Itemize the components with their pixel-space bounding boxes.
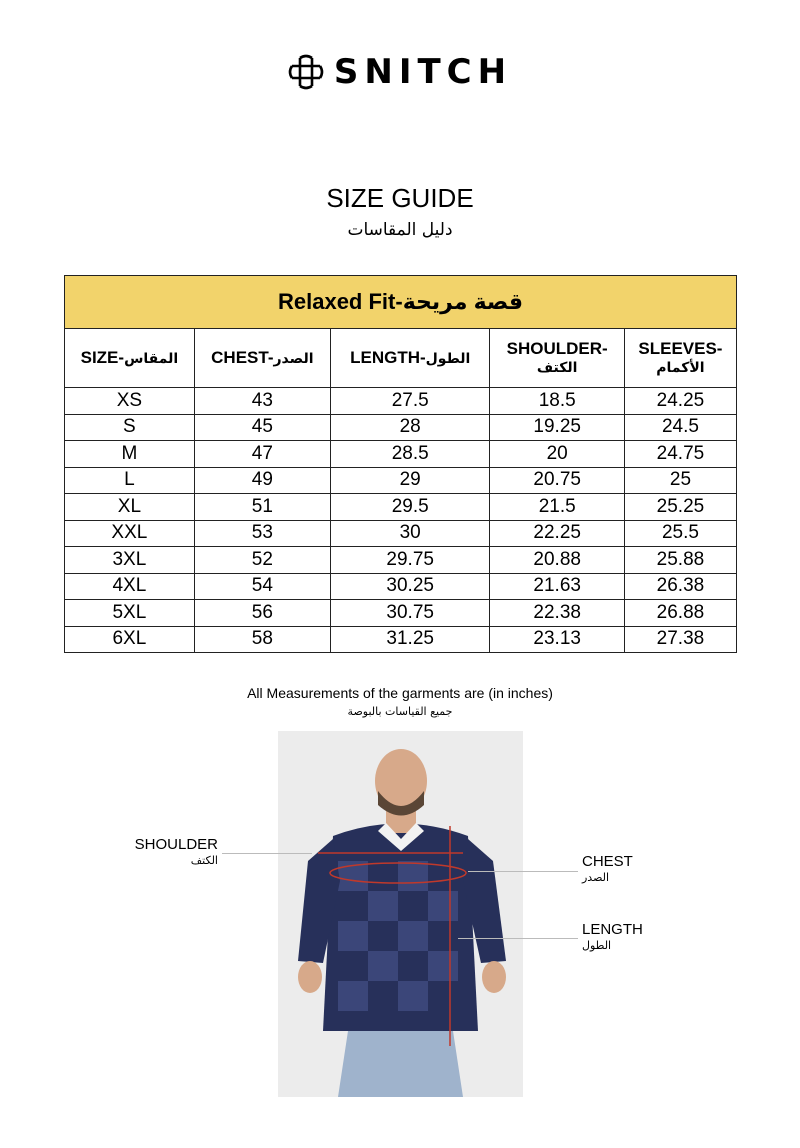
column-header-ar: الكتف: [536, 359, 578, 376]
table-cell: XXL: [65, 520, 195, 547]
table-cell: 47: [194, 441, 330, 468]
table-cell: 20.75: [490, 467, 624, 494]
column-header-en: SHOULDER-: [506, 338, 608, 358]
column-header-ar: المقاس: [124, 350, 179, 367]
column-header-en: CHEST-: [211, 347, 274, 367]
table-cell: 29.75: [330, 547, 490, 574]
shoulder-guide-line: [222, 853, 312, 854]
column-header-en: LENGTH-: [350, 347, 426, 367]
table-cell: 45: [194, 414, 330, 441]
table-cell: 26.88: [624, 600, 736, 627]
chest-guide-line: [468, 871, 578, 872]
chest-label: [582, 854, 633, 886]
table-cell: 20.88: [490, 547, 624, 574]
table-cell: 30.25: [330, 573, 490, 600]
table-cell: 22.25: [490, 520, 624, 547]
column-header-ar: الصدر: [273, 350, 314, 367]
table-cell: 24.75: [624, 441, 736, 468]
table-row: [65, 441, 737, 468]
table-row: [65, 626, 737, 653]
table-row: [65, 600, 737, 627]
table-cell: 53: [194, 520, 330, 547]
table-cell: 43: [194, 388, 330, 415]
table-cell: 21.63: [490, 573, 624, 600]
hashtag-knot-icon: [288, 54, 324, 90]
table-cell: 22.38: [490, 600, 624, 627]
table-cell: 5XL: [65, 600, 195, 627]
table-cell: 21.5: [490, 494, 624, 521]
table-cell: 29: [330, 467, 490, 494]
table-row: [65, 414, 737, 441]
table-cell: 25.88: [624, 547, 736, 574]
table-cell: 3XL: [65, 547, 195, 574]
model-illustration: [278, 731, 523, 1097]
fit-header: Relaxed Fit-قصة مريحة: [65, 276, 737, 329]
table-cell: 52: [194, 547, 330, 574]
table-cell: 28.5: [330, 441, 490, 468]
table-row: [65, 520, 737, 547]
shoulder-label-en: SHOULDER: [134, 836, 218, 853]
table-row: [65, 573, 737, 600]
table-cell: S: [65, 414, 195, 441]
table-row: [65, 467, 737, 494]
column-header: [330, 329, 490, 388]
table-cell: 54: [194, 573, 330, 600]
table-cell: 26.38: [624, 573, 736, 600]
table-cell: 4XL: [65, 573, 195, 600]
table-cell: 23.13: [490, 626, 624, 653]
page-title: SIZE GUIDE: [326, 183, 474, 213]
column-header: [624, 329, 736, 388]
length-guide-line: [458, 938, 578, 939]
chest-label-en: CHEST: [582, 853, 633, 870]
table-cell: 25: [624, 467, 736, 494]
table-cell: 30: [330, 520, 490, 547]
table-cell: 20: [490, 441, 624, 468]
column-header-ar: الأكمام: [656, 359, 705, 376]
table-cell: 25.5: [624, 520, 736, 547]
table-cell: 27.5: [330, 388, 490, 415]
table-cell: 19.25: [490, 414, 624, 441]
model-photo: [278, 731, 523, 1097]
table-cell: 56: [194, 600, 330, 627]
table-cell: 30.75: [330, 600, 490, 627]
length-label: [582, 922, 643, 954]
table-cell: 49: [194, 467, 330, 494]
column-header-en: SIZE-: [80, 347, 125, 367]
length-label-en: LENGTH: [582, 921, 643, 938]
table-row: [65, 388, 737, 415]
measurement-note: All Measurements of the garments are (in inches): [247, 685, 553, 701]
table-cell: 51: [194, 494, 330, 521]
chest-label-ar: الصدر: [582, 871, 610, 884]
table-cell: 24.25: [624, 388, 736, 415]
table-cell: 28: [330, 414, 490, 441]
table-cell: 58: [194, 626, 330, 653]
table-cell: XS: [65, 388, 195, 415]
column-header-en: SLEEVES-: [638, 338, 723, 358]
column-header-ar: الطول: [425, 350, 471, 367]
table-cell: L: [65, 467, 195, 494]
shoulder-label-ar: الكتف: [190, 854, 218, 867]
table-cell: 31.25: [330, 626, 490, 653]
table-cell: M: [65, 441, 195, 468]
measurement-note-arabic: جميع القياسات بالبوصة: [347, 705, 453, 718]
table-cell: 6XL: [65, 626, 195, 653]
table-cell: 25.25: [624, 494, 736, 521]
length-label-ar: الطول: [582, 939, 612, 952]
size-table: [64, 275, 737, 653]
table-cell: XL: [65, 494, 195, 521]
column-header: [65, 329, 195, 388]
table-row: [65, 547, 737, 574]
column-header: [194, 329, 330, 388]
table-cell: 24.5: [624, 414, 736, 441]
column-header: [490, 329, 624, 388]
table-cell: 27.38: [624, 626, 736, 653]
shoulder-label: [132, 837, 218, 869]
brand-logo: [0, 52, 800, 92]
table-cell: 18.5: [490, 388, 624, 415]
page-title-arabic: دليل المقاسات: [347, 220, 453, 240]
brand-name: SNITCH: [333, 52, 513, 92]
table-row: [65, 494, 737, 521]
table-cell: 29.5: [330, 494, 490, 521]
